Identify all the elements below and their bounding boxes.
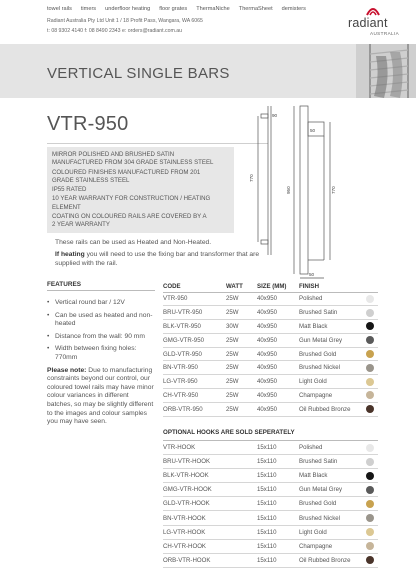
divider bbox=[47, 143, 268, 144]
logo-mark-icon bbox=[366, 6, 380, 16]
cell-code: VTR-HOOK bbox=[163, 441, 257, 455]
cell-code: GLD-VTR-950 bbox=[163, 347, 226, 361]
cell-swatch bbox=[366, 511, 378, 525]
table-row bbox=[163, 320, 378, 334]
nav-link-thermaniche[interactable]: ThermaNiche bbox=[196, 6, 230, 12]
spec-line: GRADE STAINLESS STEEL bbox=[52, 176, 130, 184]
cell-size: 40x950 bbox=[257, 292, 299, 306]
product-title: VTR-950 bbox=[47, 113, 129, 135]
cell-size: 15x110 bbox=[257, 511, 299, 525]
table-row bbox=[163, 525, 378, 539]
nav-link-towel-rails[interactable]: towel rails bbox=[47, 6, 72, 12]
finish-swatch-icon bbox=[366, 542, 374, 550]
cell-watt: 25W bbox=[226, 402, 257, 416]
cell-swatch bbox=[366, 497, 378, 511]
spec-line: 2 YEAR WARRANTY bbox=[52, 221, 110, 229]
cell-code: BN-VTR-HOOK bbox=[163, 511, 257, 525]
cell-swatch bbox=[366, 375, 378, 389]
cell-swatch bbox=[366, 469, 378, 483]
cell-size: 40x950 bbox=[257, 389, 299, 403]
cell-finish: Matt Black bbox=[299, 469, 366, 483]
heating-instructions-text: you will need to use the fixing bar and transformer that are supplied with the rail. bbox=[55, 251, 260, 267]
hooks-table-body bbox=[163, 441, 378, 568]
finish-swatch-icon bbox=[366, 472, 374, 480]
nav-link-thermasheet[interactable]: ThermaSheet bbox=[238, 6, 273, 12]
nav-link-timers[interactable]: timers bbox=[80, 6, 97, 12]
heated-note: These rails can be used as Heated and Non-Heated. bbox=[55, 239, 212, 246]
table-row bbox=[163, 483, 378, 497]
radiant-logo[interactable] bbox=[346, 6, 408, 38]
cell-swatch bbox=[366, 441, 378, 455]
cell-finish: Light Gold bbox=[299, 525, 366, 539]
cell-code: BRU-VTR-950 bbox=[163, 306, 226, 320]
cell-swatch bbox=[366, 389, 378, 403]
heating-instructions-bold: If heating bbox=[55, 251, 85, 258]
spec-box bbox=[47, 147, 234, 233]
cell-watt: 25W bbox=[226, 333, 257, 347]
hooks-table bbox=[163, 440, 378, 568]
cell-swatch bbox=[366, 333, 378, 347]
table-row bbox=[163, 511, 378, 525]
cell-finish: Brushed Gold bbox=[299, 497, 366, 511]
header-watt: WATT bbox=[226, 281, 257, 292]
cell-code: ORB-VTR-950 bbox=[163, 402, 226, 416]
cell-code: LG-VTR-950 bbox=[163, 375, 226, 389]
cell-swatch bbox=[366, 292, 378, 306]
finish-swatch-icon bbox=[366, 350, 374, 358]
cell-watt: 25W bbox=[226, 389, 257, 403]
table-row bbox=[163, 469, 378, 483]
cell-code: BN-VTR-950 bbox=[163, 361, 226, 375]
finish-swatch-icon bbox=[366, 378, 374, 386]
cell-size: 15x110 bbox=[257, 525, 299, 539]
table-row bbox=[163, 333, 378, 347]
finish-swatch-icon bbox=[366, 444, 374, 452]
table-row bbox=[163, 389, 378, 403]
colour-variance-note bbox=[47, 367, 155, 427]
cell-swatch bbox=[366, 525, 378, 539]
cell-swatch bbox=[366, 483, 378, 497]
cell-size: 15x110 bbox=[257, 539, 299, 553]
table-row bbox=[163, 375, 378, 389]
cell-swatch bbox=[366, 539, 378, 553]
cell-size: 15x110 bbox=[257, 553, 299, 567]
table-row bbox=[163, 292, 378, 306]
cell-watt: 30W bbox=[226, 320, 257, 334]
cell-finish: Brushed Nickel bbox=[299, 361, 366, 375]
cell-swatch bbox=[366, 402, 378, 416]
cell-code: LG-VTR-HOOK bbox=[163, 525, 257, 539]
cell-swatch bbox=[366, 455, 378, 469]
dim-width-label: 50 bbox=[309, 272, 315, 277]
feature-item: • Distance from the wall: 90 mm bbox=[47, 333, 155, 342]
finish-swatch-icon bbox=[366, 391, 374, 399]
cell-swatch bbox=[366, 306, 378, 320]
cell-size: 15x110 bbox=[257, 469, 299, 483]
cell-finish: Brushed Satin bbox=[299, 306, 366, 320]
feature-item: • Width between fixing holes: 770mm bbox=[47, 345, 155, 362]
spec-line: 10 YEAR WARRANTY FOR CONSTRUCTION / HEATING bbox=[52, 195, 211, 203]
rails-table bbox=[163, 281, 378, 417]
cell-size: 15x110 bbox=[257, 455, 299, 469]
top-nav bbox=[47, 6, 306, 12]
cell-finish: Gun Metal Grey bbox=[299, 333, 366, 347]
technical-drawing bbox=[238, 100, 368, 280]
header-finish: FINISH bbox=[299, 281, 366, 292]
logo-text: radiant bbox=[348, 16, 388, 30]
cell-watt: 25W bbox=[226, 375, 257, 389]
cell-watt: 25W bbox=[226, 347, 257, 361]
cell-finish: Light Gold bbox=[299, 375, 366, 389]
finish-swatch-icon bbox=[366, 486, 374, 494]
table-row bbox=[163, 497, 378, 511]
spec-line: IP55 RATED bbox=[52, 186, 87, 194]
cell-swatch bbox=[366, 553, 378, 567]
cell-code: VTR-950 bbox=[163, 292, 226, 306]
page-title: VERTICAL SINGLE BARS bbox=[47, 65, 230, 82]
finish-swatch-icon bbox=[366, 322, 374, 330]
finish-swatch-icon bbox=[366, 336, 374, 344]
dim-offset-label: 90 bbox=[272, 113, 278, 118]
table-row bbox=[163, 361, 378, 375]
finish-swatch-icon bbox=[366, 364, 374, 372]
hooks-heading: OPTIONAL HOOKS ARE SOLD SEPERATELY bbox=[163, 429, 295, 436]
note-text: Due to manufacturing constraints beyond our control, our coloured towel rails may have minor colour variances in different batches, so may be slightly different to the images and colour samples you may have seen. bbox=[47, 366, 154, 426]
finish-swatch-icon bbox=[366, 556, 374, 564]
finish-swatch-icon bbox=[366, 295, 374, 303]
cell-finish: Brushed Gold bbox=[299, 347, 366, 361]
rails-table-body bbox=[163, 292, 378, 416]
spec-line: MANUFACTURED FROM 304 GRADE STAINLESS STEEL bbox=[52, 159, 214, 167]
spec-line: MIRROR POLISHED AND BRUSHED SATIN bbox=[52, 151, 175, 158]
dim-bracket-label: 50 bbox=[310, 128, 316, 133]
cell-swatch bbox=[366, 361, 378, 375]
cell-finish: Champagne bbox=[299, 539, 366, 553]
features-list bbox=[47, 299, 155, 363]
table-row bbox=[163, 347, 378, 361]
cell-code: BLK-VTR-950 bbox=[163, 320, 226, 334]
cell-size: 40x950 bbox=[257, 361, 299, 375]
nav-link-underfloor-heating[interactable]: underfloor heating bbox=[105, 6, 151, 12]
spec-line: ELEMENT bbox=[52, 203, 81, 211]
title-banner bbox=[0, 44, 416, 98]
spec-line: COLOURED FINISHES MANUFACTURED FROM 201 bbox=[52, 168, 201, 176]
cell-size: 40x950 bbox=[257, 320, 299, 334]
finish-swatch-icon bbox=[366, 514, 374, 522]
table-row bbox=[163, 539, 378, 553]
logo-subtext: AUSTRALIA bbox=[370, 31, 400, 36]
cell-finish: Polished bbox=[299, 441, 366, 455]
cell-finish: Gun Metal Grey bbox=[299, 483, 366, 497]
cell-code: ORB-VTR-HOOK bbox=[163, 553, 257, 567]
cell-code: BRU-VTR-HOOK bbox=[163, 455, 257, 469]
dim-fixing-770-label: 770 bbox=[331, 186, 336, 194]
cell-size: 40x950 bbox=[257, 375, 299, 389]
company-address: Radiant Australia Pty Ltd Unit 1 / 18 Profit Pass, Wangara, WA 6065 bbox=[47, 18, 203, 24]
table-row bbox=[163, 306, 378, 320]
table-row bbox=[163, 553, 378, 567]
cell-finish: Matt Black bbox=[299, 320, 366, 334]
features-section bbox=[47, 281, 155, 427]
cell-watt: 25W bbox=[226, 361, 257, 375]
cell-code: BLK-VTR-HOOK bbox=[163, 469, 257, 483]
table-row bbox=[163, 441, 378, 455]
contact-details: t: 08 9302 4140 f: 08 8490 2343 e: orders@radiant.com.au bbox=[47, 28, 183, 34]
cell-swatch bbox=[366, 320, 378, 334]
cell-size: 40x950 bbox=[257, 402, 299, 416]
cell-finish: Brushed Nickel bbox=[299, 511, 366, 525]
feature-item: • Vertical round bar / 12V bbox=[47, 299, 155, 308]
note-label: Please note: bbox=[47, 366, 87, 374]
heating-instructions bbox=[55, 250, 265, 268]
finish-swatch-icon bbox=[366, 458, 374, 466]
cell-size: 40x950 bbox=[257, 306, 299, 320]
cell-code: GLD-VTR-HOOK bbox=[163, 497, 257, 511]
cell-code: GMG-VTR-950 bbox=[163, 333, 226, 347]
cell-code: GMG-VTR-HOOK bbox=[163, 483, 257, 497]
features-heading: FEATURES bbox=[47, 281, 155, 291]
spec-line: COATING ON COLOURED RAILS ARE COVERED BY A bbox=[52, 213, 207, 221]
finish-swatch-icon bbox=[366, 528, 374, 536]
cell-swatch bbox=[366, 347, 378, 361]
cell-code: CH-VTR-HOOK bbox=[163, 539, 257, 553]
finish-swatch-icon bbox=[366, 405, 374, 413]
cell-watt: 25W bbox=[226, 292, 257, 306]
dim-height-770-label: 770 bbox=[249, 174, 254, 182]
table-row bbox=[163, 402, 378, 416]
dim-height-950-label: 950 bbox=[286, 186, 291, 194]
finish-swatch-icon bbox=[366, 309, 374, 317]
cell-size: 40x950 bbox=[257, 333, 299, 347]
table-header-row bbox=[163, 281, 378, 292]
cell-code: CH-VTR-950 bbox=[163, 389, 226, 403]
header-size: SIZE (MM) bbox=[257, 281, 299, 292]
cell-finish: Champagne bbox=[299, 389, 366, 403]
cell-size: 15x110 bbox=[257, 441, 299, 455]
nav-link-demisters[interactable]: demisters bbox=[281, 6, 306, 12]
nav-link-floor-grates[interactable]: floor grates bbox=[159, 6, 188, 12]
cell-watt: 25W bbox=[226, 306, 257, 320]
towel-rail-photo bbox=[356, 44, 416, 98]
cell-finish: Polished bbox=[299, 292, 366, 306]
feature-item: • Can be used as heated and non-heated bbox=[47, 312, 155, 329]
cell-finish: Oil Rubbed Bronze bbox=[299, 553, 366, 567]
cell-size: 15x110 bbox=[257, 483, 299, 497]
header-code: CODE bbox=[163, 281, 226, 292]
finish-swatch-icon bbox=[366, 500, 374, 508]
table-row bbox=[163, 455, 378, 469]
cell-size: 15x110 bbox=[257, 497, 299, 511]
cell-size: 40x950 bbox=[257, 347, 299, 361]
header-swatch bbox=[366, 281, 378, 292]
cell-finish: Oil Rubbed Bronze bbox=[299, 402, 366, 416]
cell-finish: Brushed Satin bbox=[299, 455, 366, 469]
